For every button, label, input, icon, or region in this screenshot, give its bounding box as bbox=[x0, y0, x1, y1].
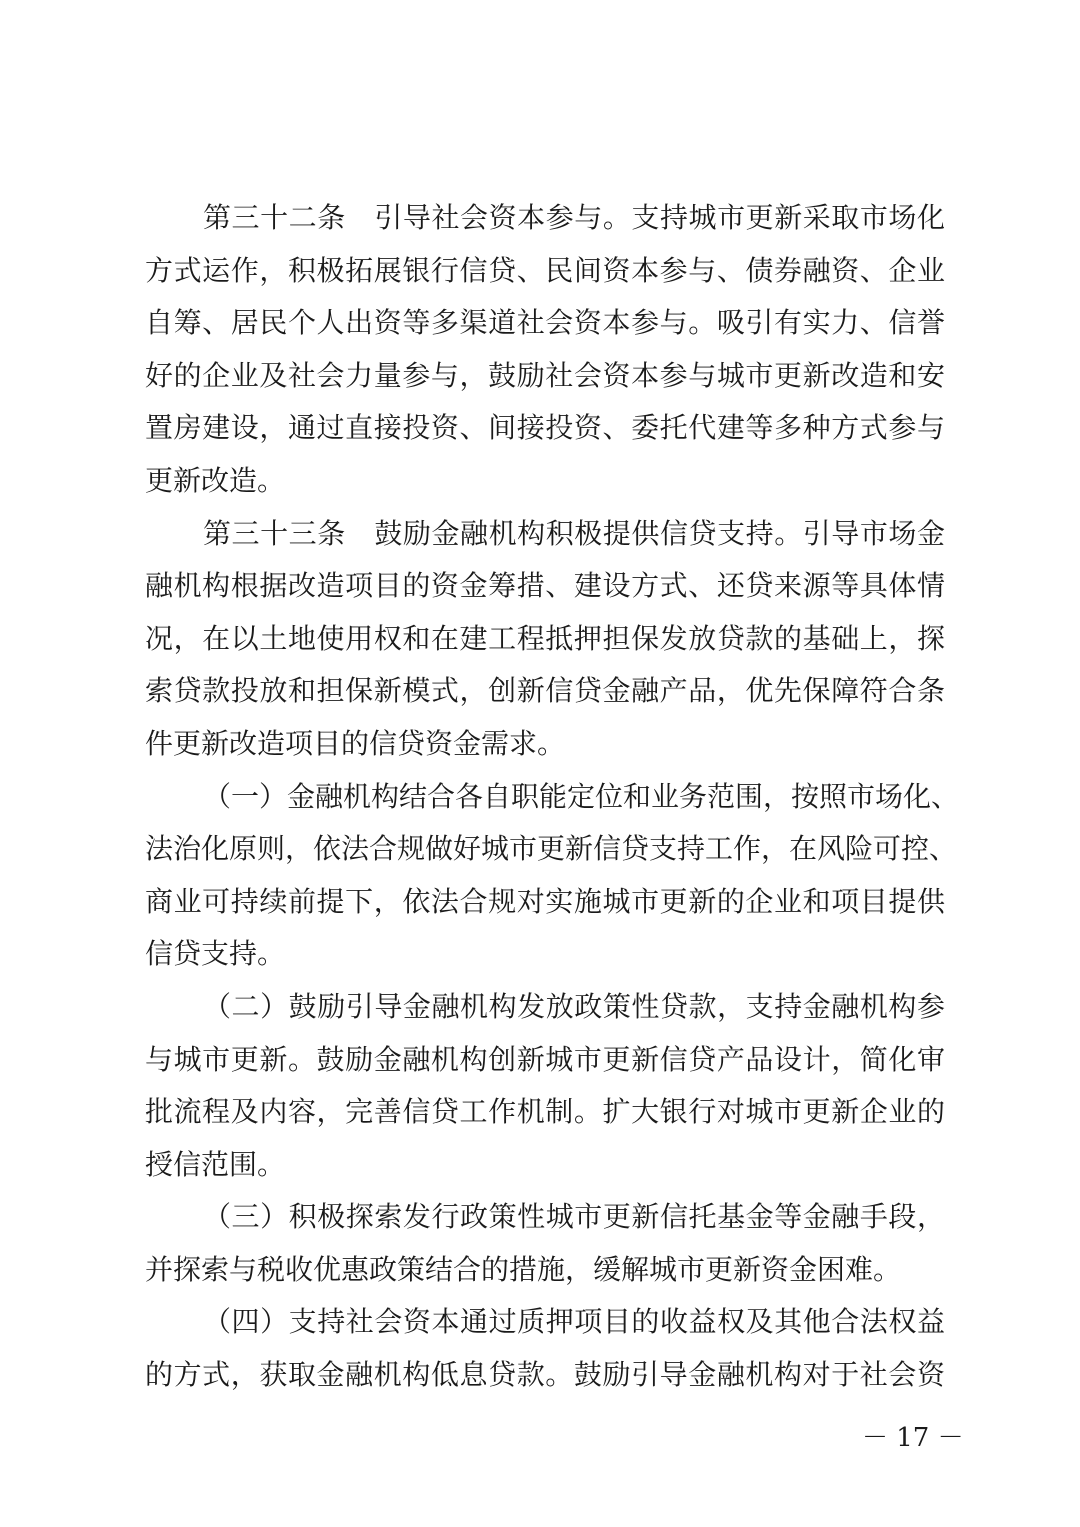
document-body bbox=[145, 192, 960, 1402]
article-33-line-1: 第三十三条 鼓励金融机构积极提供信贷支持。引导市场金 bbox=[203, 516, 945, 550]
article-32-line-3: 自筹、居民个人出资等多渠道社会资本参与。吸引有实力、信誉 bbox=[145, 306, 945, 340]
clause-4-line-1: （四）支持社会资本通过质押项目的收益权及其他合法权益 bbox=[203, 1305, 945, 1339]
clause-1-line-1: （一）金融机构结合各自职能定位和业务范围，按照市场化、 bbox=[203, 779, 960, 813]
article-32-line-1: 第三十二条 引导社会资本参与。支持城市更新采取市场化 bbox=[203, 201, 945, 234]
clause-2-line-4: 授信范围。 bbox=[145, 1147, 286, 1181]
clause-4-line-2: 的方式，获取金融机构低息贷款。鼓励引导金融机构对于社会资 bbox=[145, 1358, 945, 1392]
article-32-line-5: 置房建设，通过直接投资、间接投资、委托代建等多种方式参与 bbox=[145, 411, 945, 445]
clause-3-line-2: 并探索与税收优惠政策结合的措施，缓解城市更新资金困难。 bbox=[145, 1252, 902, 1286]
clause-1-line-3: 商业可持续前提下，依法合规对实施城市更新的企业和项目提供 bbox=[145, 884, 945, 918]
article-33-line-5: 件更新改造项目的信贷资金需求。 bbox=[145, 726, 566, 760]
article-32-line-6: 更新改造。 bbox=[145, 463, 286, 497]
article-33-line-4: 索贷款投放和担保新模式，创新信贷金融产品，优先保障符合条 bbox=[145, 674, 945, 708]
clause-2-line-1: （二）鼓励引导金融机构发放政策性贷款，支持金融机构参 bbox=[203, 989, 945, 1023]
article-33-line-3: 况，在以土地使用权和在建工程抵押担保发放贷款的基础上，探 bbox=[145, 621, 945, 655]
clause-1-line-4: 信贷支持。 bbox=[145, 937, 286, 971]
clause-2-line-2: 与城市更新。鼓励金融机构创新城市更新信贷产品设计，简化审 bbox=[145, 1042, 945, 1076]
article-32-line-4: 好的企业及社会力量参与，鼓励社会资本参与城市更新改造和安 bbox=[145, 358, 945, 392]
page-number: － 17 － bbox=[862, 1423, 964, 1453]
clause-2-line-3: 批流程及内容，完善信贷工作机制。扩大银行对城市更新企业的 bbox=[145, 1095, 945, 1129]
clause-1-line-2: 法治化原则，依法合规做好城市更新信贷支持工作，在风险可控、 bbox=[145, 832, 958, 866]
article-32-line-2: 方式运作，积极拓展银行信贷、民间资本参与、债券融资、企业 bbox=[145, 253, 945, 287]
article-33-line-2: 融机构根据改造项目的资金筹措、建设方式、还贷来源等具体情 bbox=[145, 569, 945, 603]
clause-3-line-1: （三）积极探索发行政策性城市更新信托基金等金融手段， bbox=[203, 1200, 945, 1234]
